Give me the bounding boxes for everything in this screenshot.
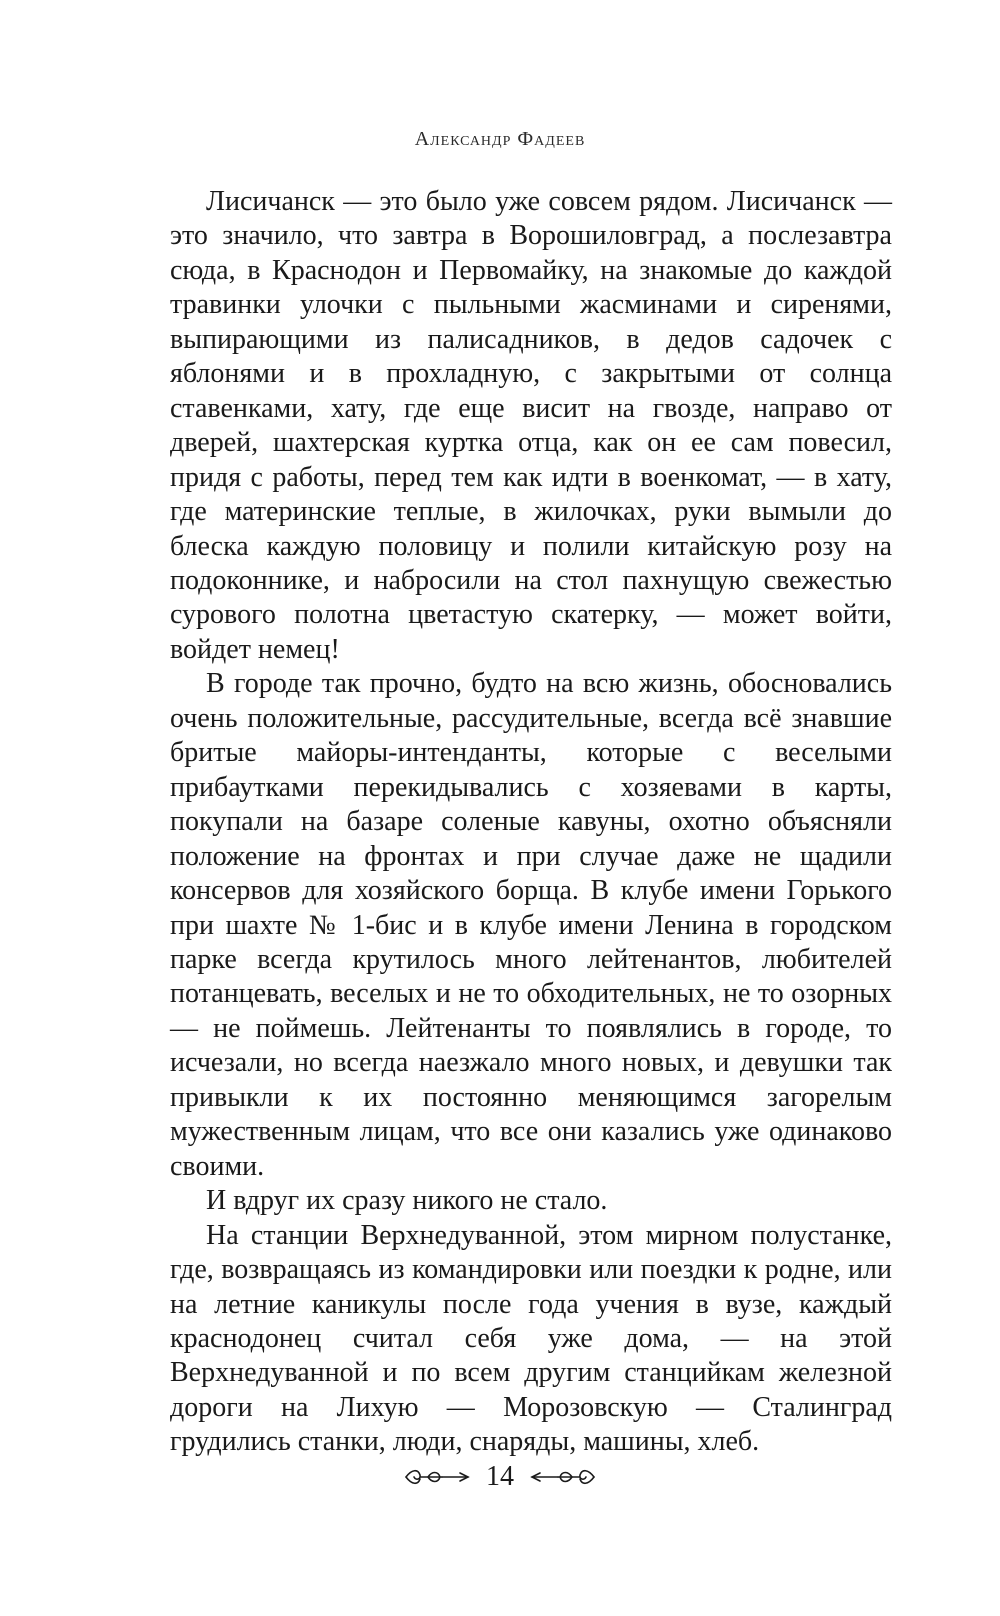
paragraph-2: В городе так прочно, будто на всю жизнь, обосновались очень положительные, рассудительные, всегда всё знавшие бритые майоры-интенданты, которые с веселыми прибаутками перекидывались с хозяевами в карты, покупали на базаре соленые кавуны, охотно объясняли положение на фронтах и при случае даже не щадили консервов для хозяйского борща. В клубе имени Горького при шахте № 1-бис и в клубе имени Ленина в городском парке всегда крутилось много лейтенантов, любителей потанцевать, веселых и не то обходительных, не то озорных — не поймешь. Лейтенанты то появлялись в городе, то исчезали, но всегда наезжало много новых, и девушки так привыкли к их постоянно меняющимся загорелым мужественным лицам, что все они казались уже одинаково своими. — [170, 668, 892, 1182]
page-footer — [0, 1463, 1000, 1491]
paragraph-3: И вдруг их сразу никого не стало. — [206, 1185, 608, 1217]
running-head-author: Александр Фадеев — [414, 128, 586, 150]
right-ornament-icon — [528, 1466, 598, 1488]
paragraph-4: На станции Верхнедуванной, этом мирном полустанке, где, возвращаясь из командировки или поездки к родне, или на летние каникулы после года учения в вузе, каждый краснодонец считал себя уже дома, — на этой Верхнедуванной и по всем другим станцийкам железной дороги на Лихую — Морозовскую — Сталинград грудились станки, люди, снаряды, машины, хлеб. — [170, 1219, 892, 1458]
left-ornament-icon — [402, 1466, 472, 1488]
body-text — [170, 185, 892, 1460]
paragraph-1: Лисичанск — это было уже совсем рядом. Лисичанск — это значило, что завтра в Ворошиловград, а послезавтра сюда, в Краснодон и Первомайку, на знакомые до каждой травинки улочки с пыльными жасминами и сиренями, выпирающими из палисадников, в дедов садочек с яблонями и в прохладную, с закрытыми от солнца ставенками, хату, где еще висит на гвозде, направо от дверей, шахтерская куртка отца, как он ее сам повесил, придя с работы, перед тем как идти в военкомат, — в хату, где материнские теплые, в жилочках, руки вымыли до блеска каждую половицу и полили китайскую розу на подоконнике, и набросили на стол пахнущую свежестью сурового полотна цветастую скатерку, — может войти, войдет немец! — [170, 186, 892, 665]
page-number: 14 — [486, 1461, 514, 1492]
